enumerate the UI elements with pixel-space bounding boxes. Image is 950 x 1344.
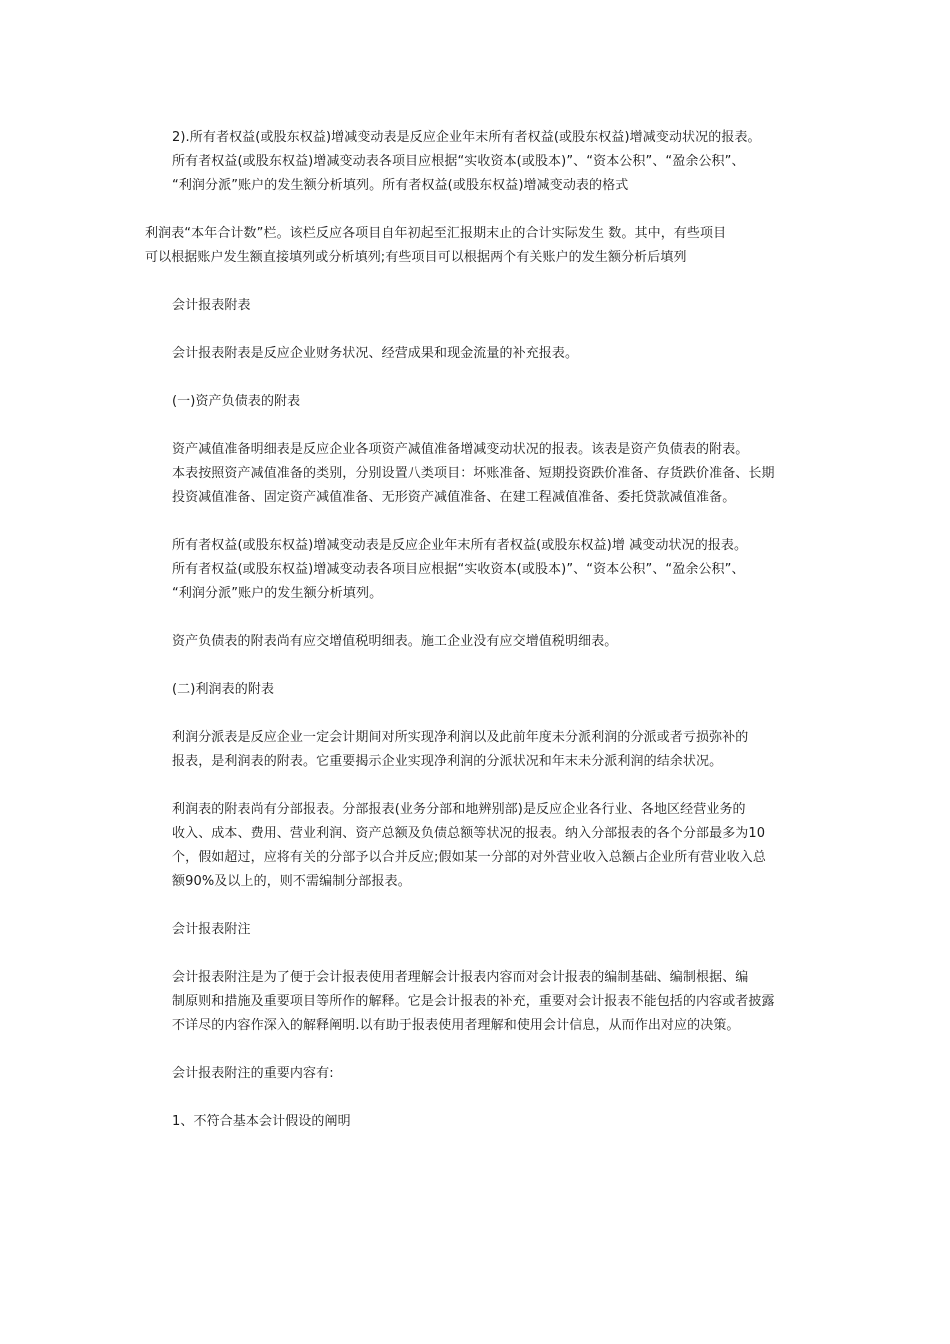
text-line: 1、不符合基本会计假设的阐明 [172, 1114, 351, 1129]
paragraph [145, 1110, 805, 1134]
text-line: 所有者权益(或股东权益)增减变动表各项目应根据“实收资本(或股本)”、“资本公积”、“盈余公积”、 [172, 562, 745, 577]
paragraph [145, 126, 805, 198]
text-line: 收入、成本、费用、营业利润、资产总额及负债总额等状况的报表。纳入分部报表的各个分部最多为10 [172, 826, 766, 841]
text-line: 2).所有者权益(或股东权益)增减变动表是反应企业年末所有者权益(或股东权益)增减变动状况的报表。 [172, 130, 761, 145]
text-line: 本表按照资产减值准备的类别，分别设置八类项目：坏账准备、短期投资跌价准备、存货跌价准备、长期 [172, 466, 775, 481]
text-line: 报表，是利润表的附表。它重要揭示企业实现净利润的分派状况和年末未分派利润的结余状况。 [172, 754, 723, 769]
text-line: 投资减值准备、固定资产减值准备、无形资产减值准备、在建工程减值准备、委托贷款减值准备。 [172, 490, 736, 505]
paragraph [145, 798, 805, 894]
text-line: 可以根据账户发生额直接填列或分析填列;有些项目可以根据两个有关账户的发生额分析后填列 [145, 250, 687, 265]
text-line: 所有者权益(或股东权益)增减变动表各项目应根据“实收资本(或股本)”、“资本公积”、“盈余公积”、 [172, 154, 745, 169]
paragraph [145, 678, 805, 702]
text-line: (二)利润表的附表 [172, 682, 275, 697]
text-line: 资产负债表的附表尚有应交增值税明细表。施工企业没有应交增值税明细表。 [172, 634, 618, 649]
paragraph [145, 726, 805, 774]
text-line: 不详尽的内容作深入的解释阐明.以有助于报表使用者理解和使用会计信息，从而作出对应的决策。 [172, 1018, 740, 1033]
paragraph [145, 1062, 805, 1086]
paragraph [145, 294, 805, 318]
text-line: 会计报表附注的重要内容有: [172, 1066, 334, 1081]
text-line: 利润表“本年合计数”栏。该栏反应各项目自年初起至汇报期末止的合计实际发生 数。其中，有些项目 [145, 226, 727, 241]
text-line: 利润分派表是反应企业一定会计期间对所实现净利润以及此前年度未分派利润的分派或者亏损弥补的 [172, 730, 749, 745]
paragraph [145, 534, 805, 606]
paragraph [145, 390, 805, 414]
text-line: 利润表的附表尚有分部报表。分部报表(业务分部和地辨别部)是反应企业各行业、各地区经营业务的 [172, 802, 746, 817]
text-line: 制原则和措施及重要项目等所作的解释。它是会计报表的补充，重要对会计报表不能包括的内容或者披露 [172, 994, 775, 1009]
text-line: (一)资产负债表的附表 [172, 394, 301, 409]
paragraph [145, 630, 805, 654]
text-line: 会计报表附注 [172, 922, 251, 937]
text-line: 个，假如超过，应将有关的分部予以合并反应;假如某一分部的对外营业收入总额占企业所有营业收入总 [172, 850, 766, 865]
text-line: “利润分派”账户的发生额分析填列。所有者权益(或股东权益)增减变动表的格式 [172, 178, 629, 193]
text-line: 所有者权益(或股东权益)增减变动表是反应企业年末所有者权益(或股东权益)增 减变动状况的报表。 [172, 538, 748, 553]
text-line: “利润分派”账户的发生额分析填列。 [172, 586, 383, 601]
text-line: 资产减值准备明细表是反应企业各项资产减值准备增减变动状况的报表。该表是资产负债表的附表。 [172, 442, 749, 457]
paragraph [145, 342, 805, 366]
paragraph [145, 438, 805, 510]
paragraph [145, 966, 805, 1038]
paragraph [145, 222, 805, 270]
text-line: 额90%及以上的，则不需编制分部报表。 [172, 874, 411, 889]
text-line: 会计报表附表 [172, 298, 251, 313]
text-line: 会计报表附表是反应企业财务状况、经营成果和现金流量的补充报表。 [172, 346, 579, 361]
document-page [145, 126, 805, 1158]
text-line: 会计报表附注是为了便于会计报表使用者理解会计报表内容而对会计报表的编制基础、编制根据、编 [172, 970, 749, 985]
paragraph [145, 918, 805, 942]
